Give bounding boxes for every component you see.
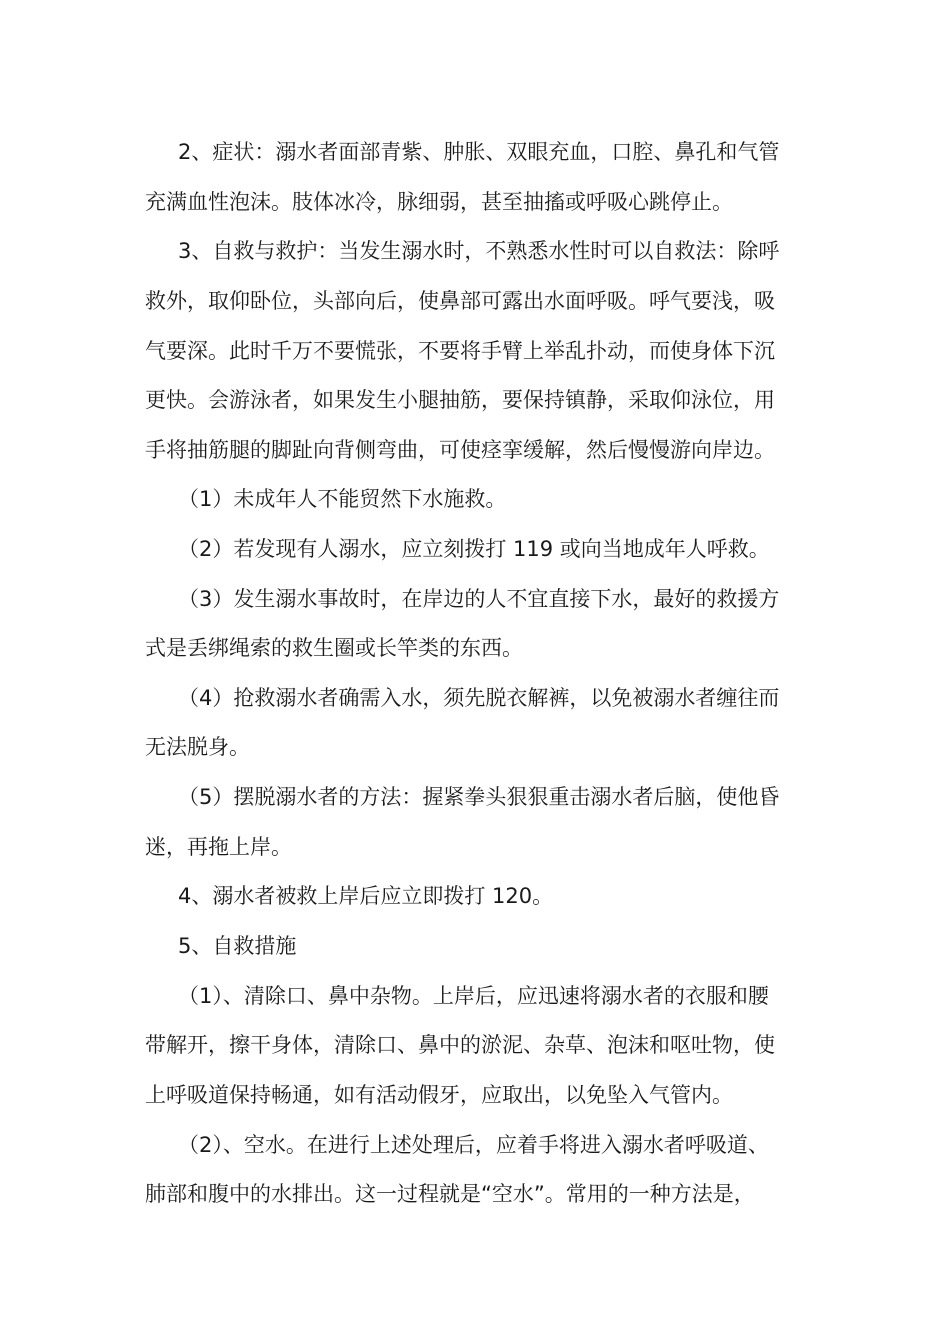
measure-item-1: （1）、清除口、鼻中杂物。上岸后，应迅速将溺水者的衣服和腰 <box>178 984 769 1008</box>
paragraph-line: 无法脱身。 <box>145 735 250 759</box>
paragraph-line-symptoms: 2、症状：溺水者面部青紫、肿胀、双眼充血，口腔、鼻孔和气管 <box>178 140 780 164</box>
list-item-4: （4）抢救溺水者确需入水，须先脱衣解裤，以免被溺水者缠往而 <box>178 686 780 710</box>
paragraph-line: 带解开，擦干身体，清除口、鼻中的淤泥、杂草、泡沫和呕吐物，使 <box>145 1033 775 1057</box>
paragraph-line-call-120: 4、溺水者被救上岸后应立即拨打 120。 <box>178 884 554 908</box>
section-heading-self-rescue-measures: 5、自救措施 <box>178 934 297 958</box>
paragraph-line: 上呼吸道保持畅通，如有活动假牙，应取出，以免坠入气管内。 <box>145 1083 733 1107</box>
list-item-3: （3）发生溺水事故时，在岸边的人不宜直接下水，最好的救援方 <box>178 587 780 611</box>
measure-item-2: （2）、空水。在进行上述处理后，应着手将进入溺水者呼吸道、 <box>178 1133 769 1157</box>
paragraph-line-self-rescue: 3、自救与救护：当发生溺水时，不熟悉水性时可以自救法：除呼 <box>178 239 780 263</box>
paragraph-line: 肺部和腹中的水排出。这一过程就是“空水”。常用的一种方法是， <box>145 1182 755 1206</box>
list-item-5: （5）摆脱溺水者的方法：握紧拳头狠狠重击溺水者后脑，使他昏 <box>178 785 780 809</box>
list-item-2: （2）若发现有人溺水，应立刻拨打 119 或向当地成年人呼救。 <box>178 537 770 561</box>
paragraph-line: 迷，再拖上岸。 <box>145 835 292 859</box>
paragraph-line: 更快。会游泳者，如果发生小腿抽筋，要保持镇静，采取仰泳位，用 <box>145 388 775 412</box>
paragraph-line: 式是丢绑绳索的救生圈或长竿类的东西。 <box>145 636 523 660</box>
paragraph-line: 救外，取仰卧位，头部向后，使鼻部可露出水面呼吸。呼气要浅，吸 <box>145 289 775 313</box>
paragraph-line: 手将抽筋腿的脚趾向背侧弯曲，可使痉挛缓解，然后慢慢游向岸边。 <box>145 438 775 462</box>
paragraph-line: 充满血性泡沫。肢体冰冷，脉细弱，甚至抽搐或呼吸心跳停止。 <box>145 190 733 214</box>
list-item-1: （1）未成年人不能贸然下水施救。 <box>178 487 507 511</box>
paragraph-line: 气要深。此时千万不要慌张，不要将手臂上举乱扑动，而使身体下沉 <box>145 339 775 363</box>
